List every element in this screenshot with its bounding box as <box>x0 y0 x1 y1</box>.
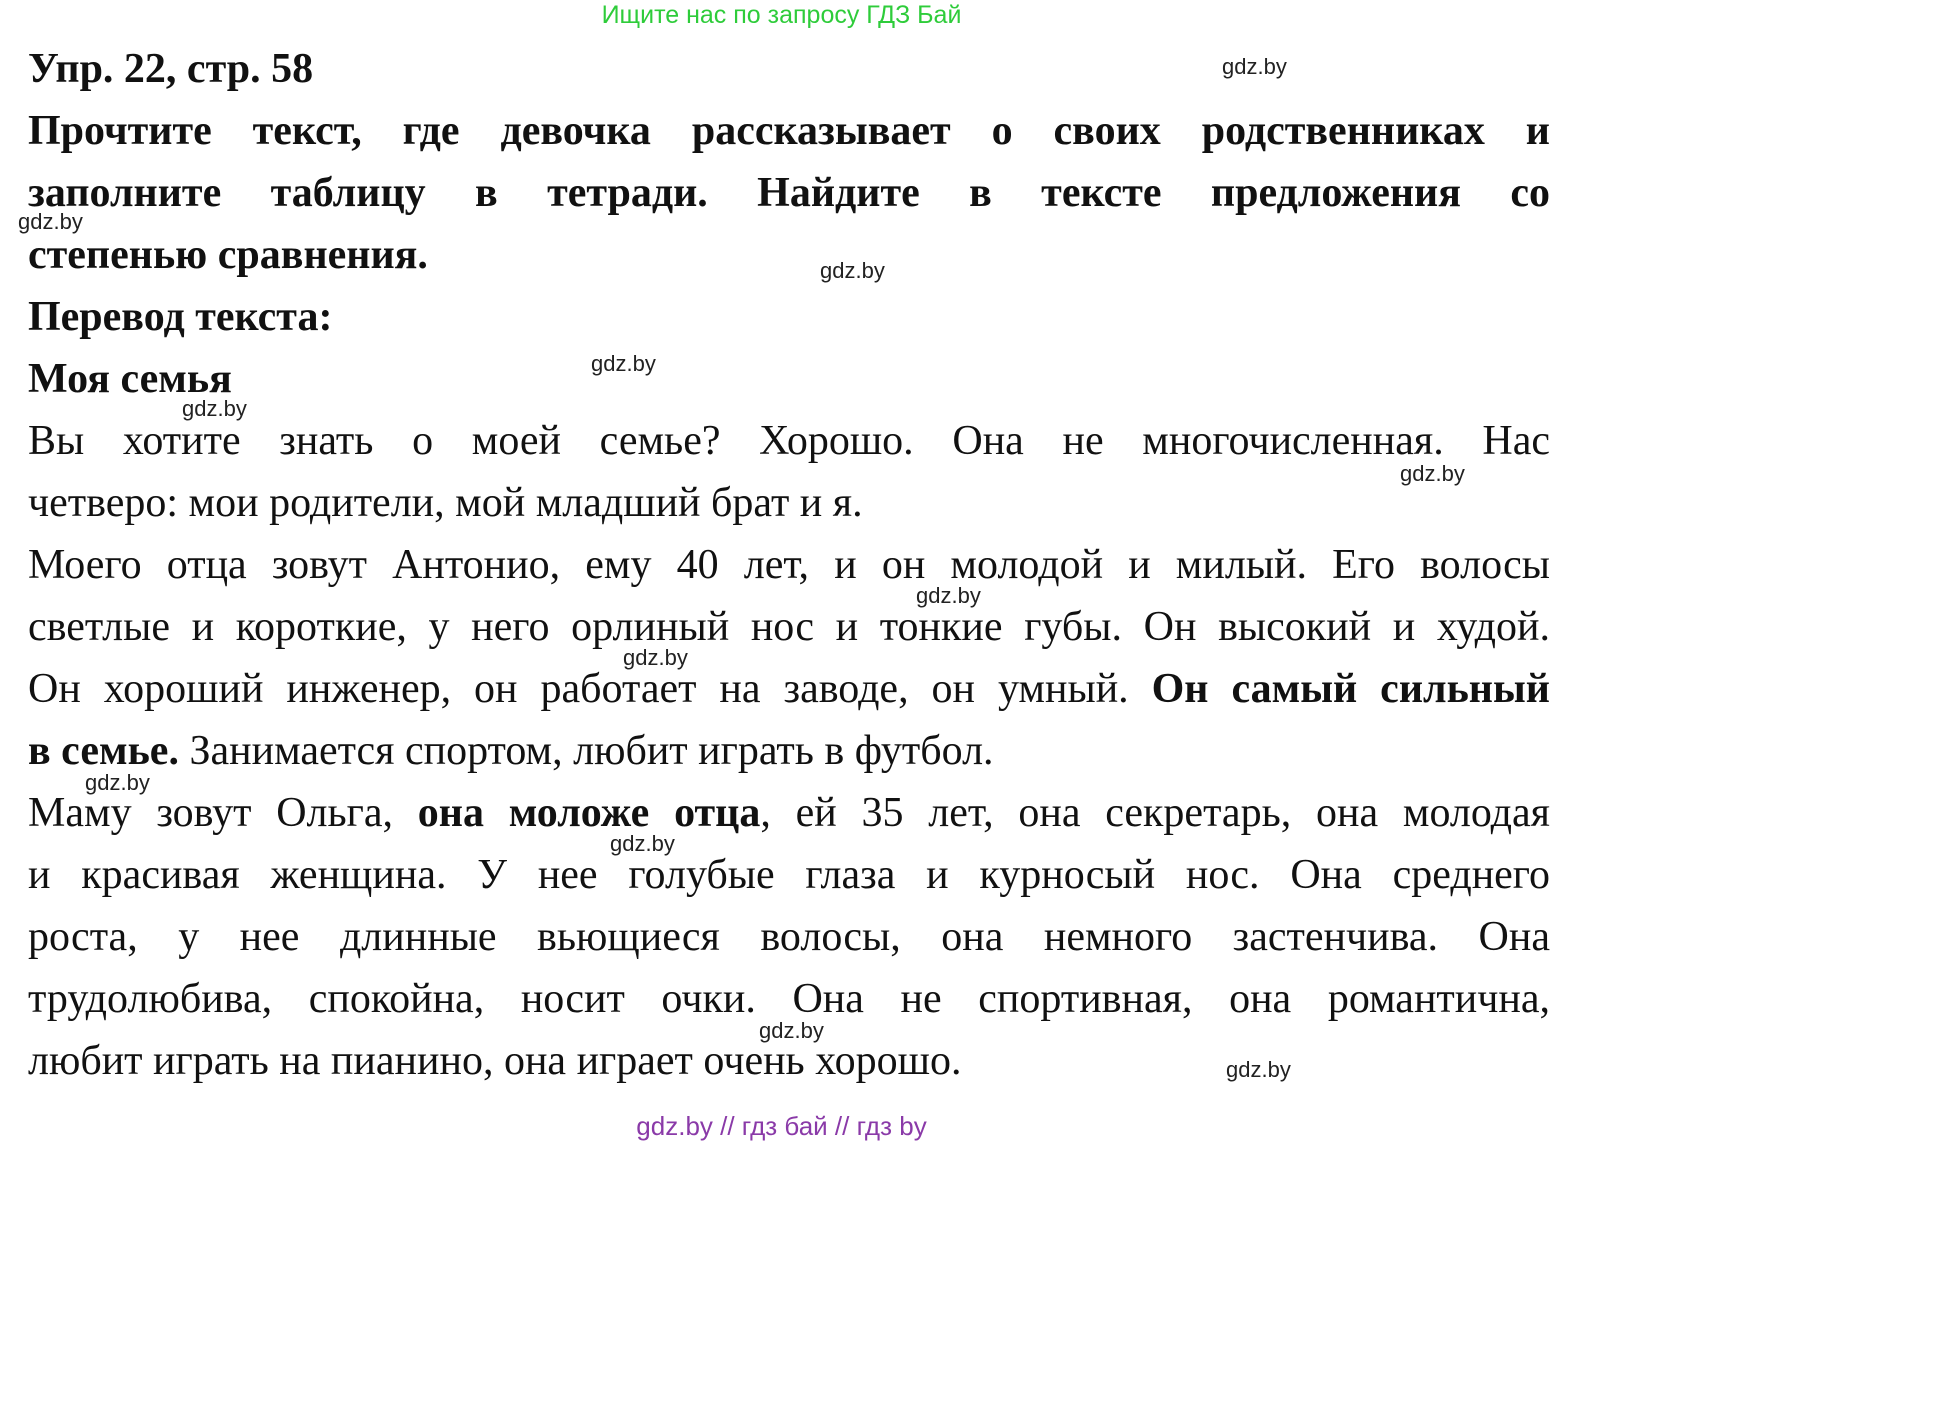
story-p3-line-2: и красивая женщина. У нее голубые глаза и курносый нос. Она среднего <box>28 852 1550 898</box>
watermark: gdz.by <box>916 583 981 608</box>
translation-heading: Перевод текста: <box>28 294 333 340</box>
bottom-banner: gdz.by // гдз бай // гдз by <box>636 1111 927 1141</box>
story-p2-line-3-plain: Он хороший инженер, он работает на заводе, он умный. <box>28 666 1152 712</box>
story-p1-line-1: Вы хотите знать о моей семье? Хорошо. Она не многочисленная. Нас <box>28 418 1550 464</box>
watermark: gdz.by <box>1226 1057 1291 1082</box>
task-line-2: заполните таблицу в тетради. Найдите в тексте предложения со <box>28 170 1550 216</box>
task-line-1: Прочтите текст, где девочка рассказывает о своих родственниках и <box>28 108 1550 154</box>
watermark: gdz.by <box>759 1018 824 1043</box>
watermark: gdz.by <box>1222 54 1287 79</box>
story-p1-line-2: четверо: мои родители, мой младший брат и я. <box>28 480 863 526</box>
story-p2-line-4-bold: в семье. <box>28 728 179 774</box>
watermark: gdz.by <box>182 396 247 421</box>
watermark: gdz.by <box>85 770 150 795</box>
story-p2-line-3-bold: Он самый сильный <box>1151 666 1550 712</box>
watermark: gdz.by <box>591 351 656 376</box>
watermark: gdz.by <box>820 258 885 283</box>
watermark: gdz.by <box>1400 461 1465 486</box>
story-title: Моя семья <box>28 356 232 402</box>
story-p2-line-4 <box>28 720 1550 782</box>
exercise-title: Упр. 22, стр. 58 <box>28 46 314 92</box>
task-line-3: степенью сравнения. <box>28 232 428 278</box>
story-p3-line-1-plain-a: Маму зовут Ольга, <box>28 790 418 836</box>
story-p2-line-4-plain: Занимается спортом, любит играть в футбол. <box>178 728 994 774</box>
story-p3-line-4: трудолюбива, спокойна, носит очки. Она не спортивная, она романтична, <box>28 976 1550 1022</box>
story-p3-line-1-plain-b: , ей 35 лет, она секретарь, она молодая <box>760 790 1550 836</box>
story-p2-line-2: светлые и короткие, у него орлиный нос и тонкие губы. Он высокий и худой. <box>28 604 1550 650</box>
story-p2-line-1: Моего отца зовут Антонио, ему 40 лет, и он молодой и милый. Его волосы <box>28 542 1550 588</box>
watermark: gdz.by <box>610 831 675 856</box>
top-banner: Ищите нас по запросу ГДЗ Бай <box>601 1 962 29</box>
document-content <box>28 38 1550 1092</box>
story-p3-line-3: роста, у нее длинные вьющиеся волосы, она немного застенчива. Она <box>28 914 1550 960</box>
story-p3-line-1-bold: она моложе отца <box>417 790 761 836</box>
watermark: gdz.by <box>18 209 83 234</box>
story-p3-line-5: любит играть на пианино, она играет очень хорошо. <box>28 1038 962 1084</box>
story-p2-line-3 <box>28 658 1550 720</box>
story-p3-line-1 <box>28 782 1550 844</box>
watermark: gdz.by <box>623 645 688 670</box>
